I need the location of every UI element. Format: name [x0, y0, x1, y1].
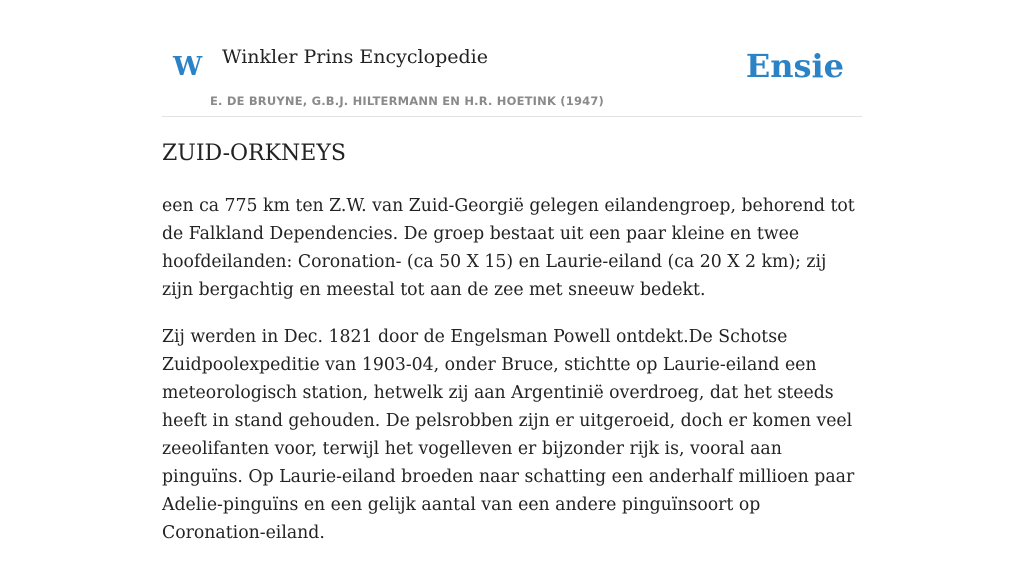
article-paragraph: een ca 775 km ten Z.W. van Zuid-Georgië gelegen eilandengroep, behorend tot de Falkland Dependencies. De groep bestaat uit een paar kleine en twee hoofdeilanden: Coronation- (ca 50 X 15) en Laurie-eiland (ca 20 X 2 km); zij zijn bergachtig en meestal tot aan de zee met sneeuw bedekt.: [162, 196, 855, 300]
source-authors: E. DE BRUYNE, G.B.J. HILTERMANN EN H.R. HOETINK (1947): [210, 94, 605, 108]
source-header: [162, 30, 862, 117]
article-paragraph: Zij werden in Dec. 1821 door de Engelsman Powell ontdekt.De Schotse Zuidpoolexpeditie van 1903-04, onder Bruce, stichtte op Laurie-eiland een meteorologisch station, hetwelk zij aan Argentinië overdroeg, dat het steeds heeft in stand gehouden. De pelsrobben zijn er uitgeroeid, doch er komen veel zeeolifanten voor, terwijl het vogelleven er bijzonder rijk is, vooral aan pinguïns. Op Laurie-eiland broeden naar schatting een anderhalf millioen paar Adelie-pinguïns en een gelijk aantal van een andere pinguïnsoort op Coronation-eiland.: [162, 327, 855, 543]
article-title: ZUID-ORKNEYS: [162, 141, 346, 166]
winkler-prins-logo[interactable]: W: [173, 52, 203, 82]
article-body: [162, 192, 862, 566]
source-title[interactable]: Winkler Prins Encyclopedie: [222, 46, 488, 68]
ensie-logo-link[interactable]: Ensie: [745, 47, 844, 85]
